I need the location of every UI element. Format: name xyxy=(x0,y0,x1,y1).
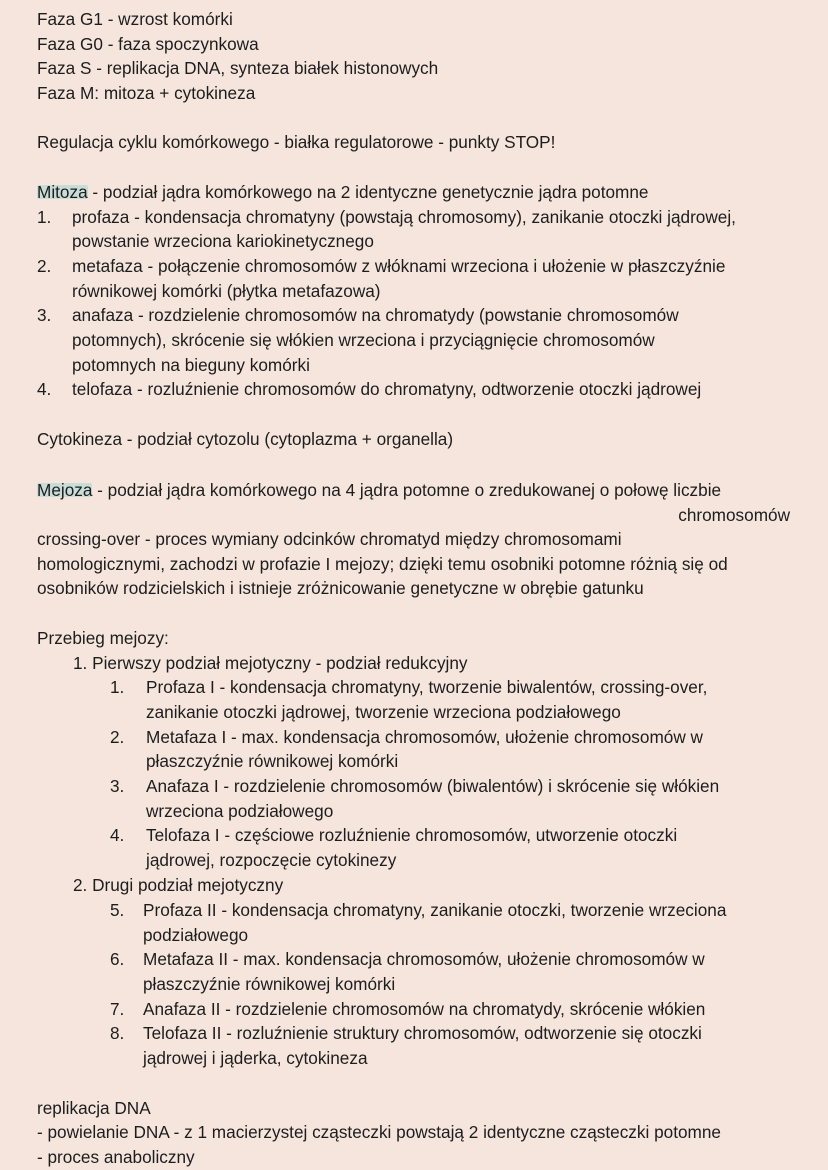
phase-s: Faza S - replikacja DNA, synteza białek histonowych xyxy=(37,58,439,78)
meiosis-step-number: 8. xyxy=(110,1023,125,1043)
dna-replication-heading: replikacja DNA xyxy=(37,1098,151,1118)
meiosis-step-text: Profaza II - kondensacja chromatyny, zanikanie otoczki, tworzenie wrzeciona xyxy=(143,900,727,920)
meiosis-step-number: 1. xyxy=(110,677,125,697)
mitosis-step-text: potomnych), skrócenie się włókien wrzeciona i przyciągnięcie chromosomów xyxy=(72,330,655,350)
meiosis-step-text: Profaza I - kondensacja chromatyny, tworzenie biwalentów, crossing-over, xyxy=(146,677,708,697)
meiosis-step-number: 2. xyxy=(110,727,125,747)
meiosis-step-text: podziałowego xyxy=(143,925,249,945)
division1-title: 1. Pierwszy podział mejotyczny - podział redukcyjny xyxy=(73,653,468,673)
meiosis-step-number: 3. xyxy=(110,776,125,796)
regulation-line: Regulacja cyklu komórkowego - białka regulatorowe - punkty STOP! xyxy=(37,132,556,152)
dna-replication-bullet: - powielanie DNA - z 1 macierzystej cząsteczki powstają 2 identyczne cząsteczki potomne xyxy=(37,1122,721,1142)
meiosis-step-text: Anafaza I - rozdzielenie chromosomów (biwalentów) i skrócenie się włókien xyxy=(146,776,720,796)
meiosis-step-number: 7. xyxy=(110,999,125,1019)
meiosis-course-heading: Przebieg mejozy: xyxy=(37,628,169,648)
meiosis-step-number: 4. xyxy=(110,825,125,845)
meiosis-step-text: płaszczyźnie równikowej komórki xyxy=(143,974,396,994)
meiosis-step-number: 6. xyxy=(110,949,125,969)
meiosis-step-text: zanikanie otoczki jądrowej, tworzenie wrzeciona podziałowego xyxy=(146,702,621,722)
mitosis-definition-text: - podział jądra komórkowego na 2 identyczne genetycznie jądra potomne xyxy=(87,182,649,202)
meiosis-step-text: jądrowej, rozpoczęcie cytokinezy xyxy=(146,850,397,870)
mitosis-step-text: telofaza - rozluźnienie chromosomów do chromatyny, odtworzenie otoczki jądrowej xyxy=(72,379,702,399)
meiosis-step-text: jądrowej i jąderka, cytokineza xyxy=(143,1048,368,1068)
phase-g0: Faza G0 - faza spoczynkowa xyxy=(37,34,259,54)
meiosis-step-text: Metafaza II - max. kondensacja chromosomów, ułożenie chromosomów w xyxy=(143,949,705,969)
dna-replication-bullet: - proces anaboliczny xyxy=(37,1147,195,1167)
crossing-over-text: homologicznymi, zachodzi w profazie I mejozy; dzięki temu osobniki potomne różnią się od xyxy=(37,554,728,574)
meiosis-step-text: wrzeciona podziałowego xyxy=(146,801,334,821)
crossing-over-text: crossing-over - proces wymiany odcinków chromatyd między chromosomami xyxy=(37,529,622,549)
mitosis-step-text: anafaza - rozdzielenie chromosomów na chromatydy (powstanie chromosomów xyxy=(72,305,679,325)
mitosis-step-text: potomnych na bieguny komórki xyxy=(72,355,310,375)
crossing-over-text: osobników rodzicielskich i istnieje zróżnicowanie genetyczne w obrębie gatunku xyxy=(37,578,644,598)
division2-title: 2. Drugi podział mejotyczny xyxy=(73,875,284,895)
meiosis-term: Mejoza xyxy=(37,480,93,500)
meiosis-step-text: Telofaza I - częściowe rozluźnienie chromosomów, utworzenie otoczki xyxy=(146,825,678,845)
mitosis-step-number: 2. xyxy=(37,256,52,276)
mitosis-step-number: 3. xyxy=(37,305,52,325)
meiosis-step-text: płaszczyźnie równikowej komórki xyxy=(146,751,399,771)
mitosis-definition xyxy=(37,180,648,204)
meiosis-step-text: Metafaza I - max. kondensacja chromosomów, ułożenie chromosomów w xyxy=(146,727,703,747)
meiosis-step-text: Anafaza II - rozdzielenie chromosomów na chromatydy, skrócenie włókien xyxy=(143,999,706,1019)
phase-g1: Faza G1 - wzrost komórki xyxy=(37,9,233,29)
mitosis-step-number: 4. xyxy=(37,379,52,399)
phase-m: Faza M: mitoza + cytokineza xyxy=(37,83,256,103)
mitosis-term: Mitoza xyxy=(37,182,88,202)
mitosis-step-text: równikowej komórki (płytka metafazowa) xyxy=(72,281,381,301)
mitosis-step-text: powstanie wrzeciona kariokinetycznego xyxy=(72,231,374,251)
cytokinesis-line: Cytokineza - podział cytozolu (cytoplazma + organella) xyxy=(37,429,454,449)
mitosis-step-text: profaza - kondensacja chromatyny (powstają chromosomy), zanikanie otoczki jądrowej, xyxy=(72,207,736,227)
meiosis-definition xyxy=(37,478,721,502)
meiosis-definition-end: chromosomów xyxy=(678,505,790,525)
meiosis-step-text: Telofaza II - rozluźnienie struktury chromosomów, odtworzenie się otoczki xyxy=(143,1023,702,1043)
meiosis-step-number: 5. xyxy=(110,900,125,920)
meiosis-definition-text: - podział jądra komórkowego na 4 jądra potomne o zredukowanej o połowę liczbie xyxy=(92,480,722,500)
mitosis-step-number: 1. xyxy=(37,207,52,227)
mitosis-step-text: metafaza - połączenie chromosomów z włóknami wrzeciona i ułożenie w płaszczyźnie xyxy=(72,256,726,276)
